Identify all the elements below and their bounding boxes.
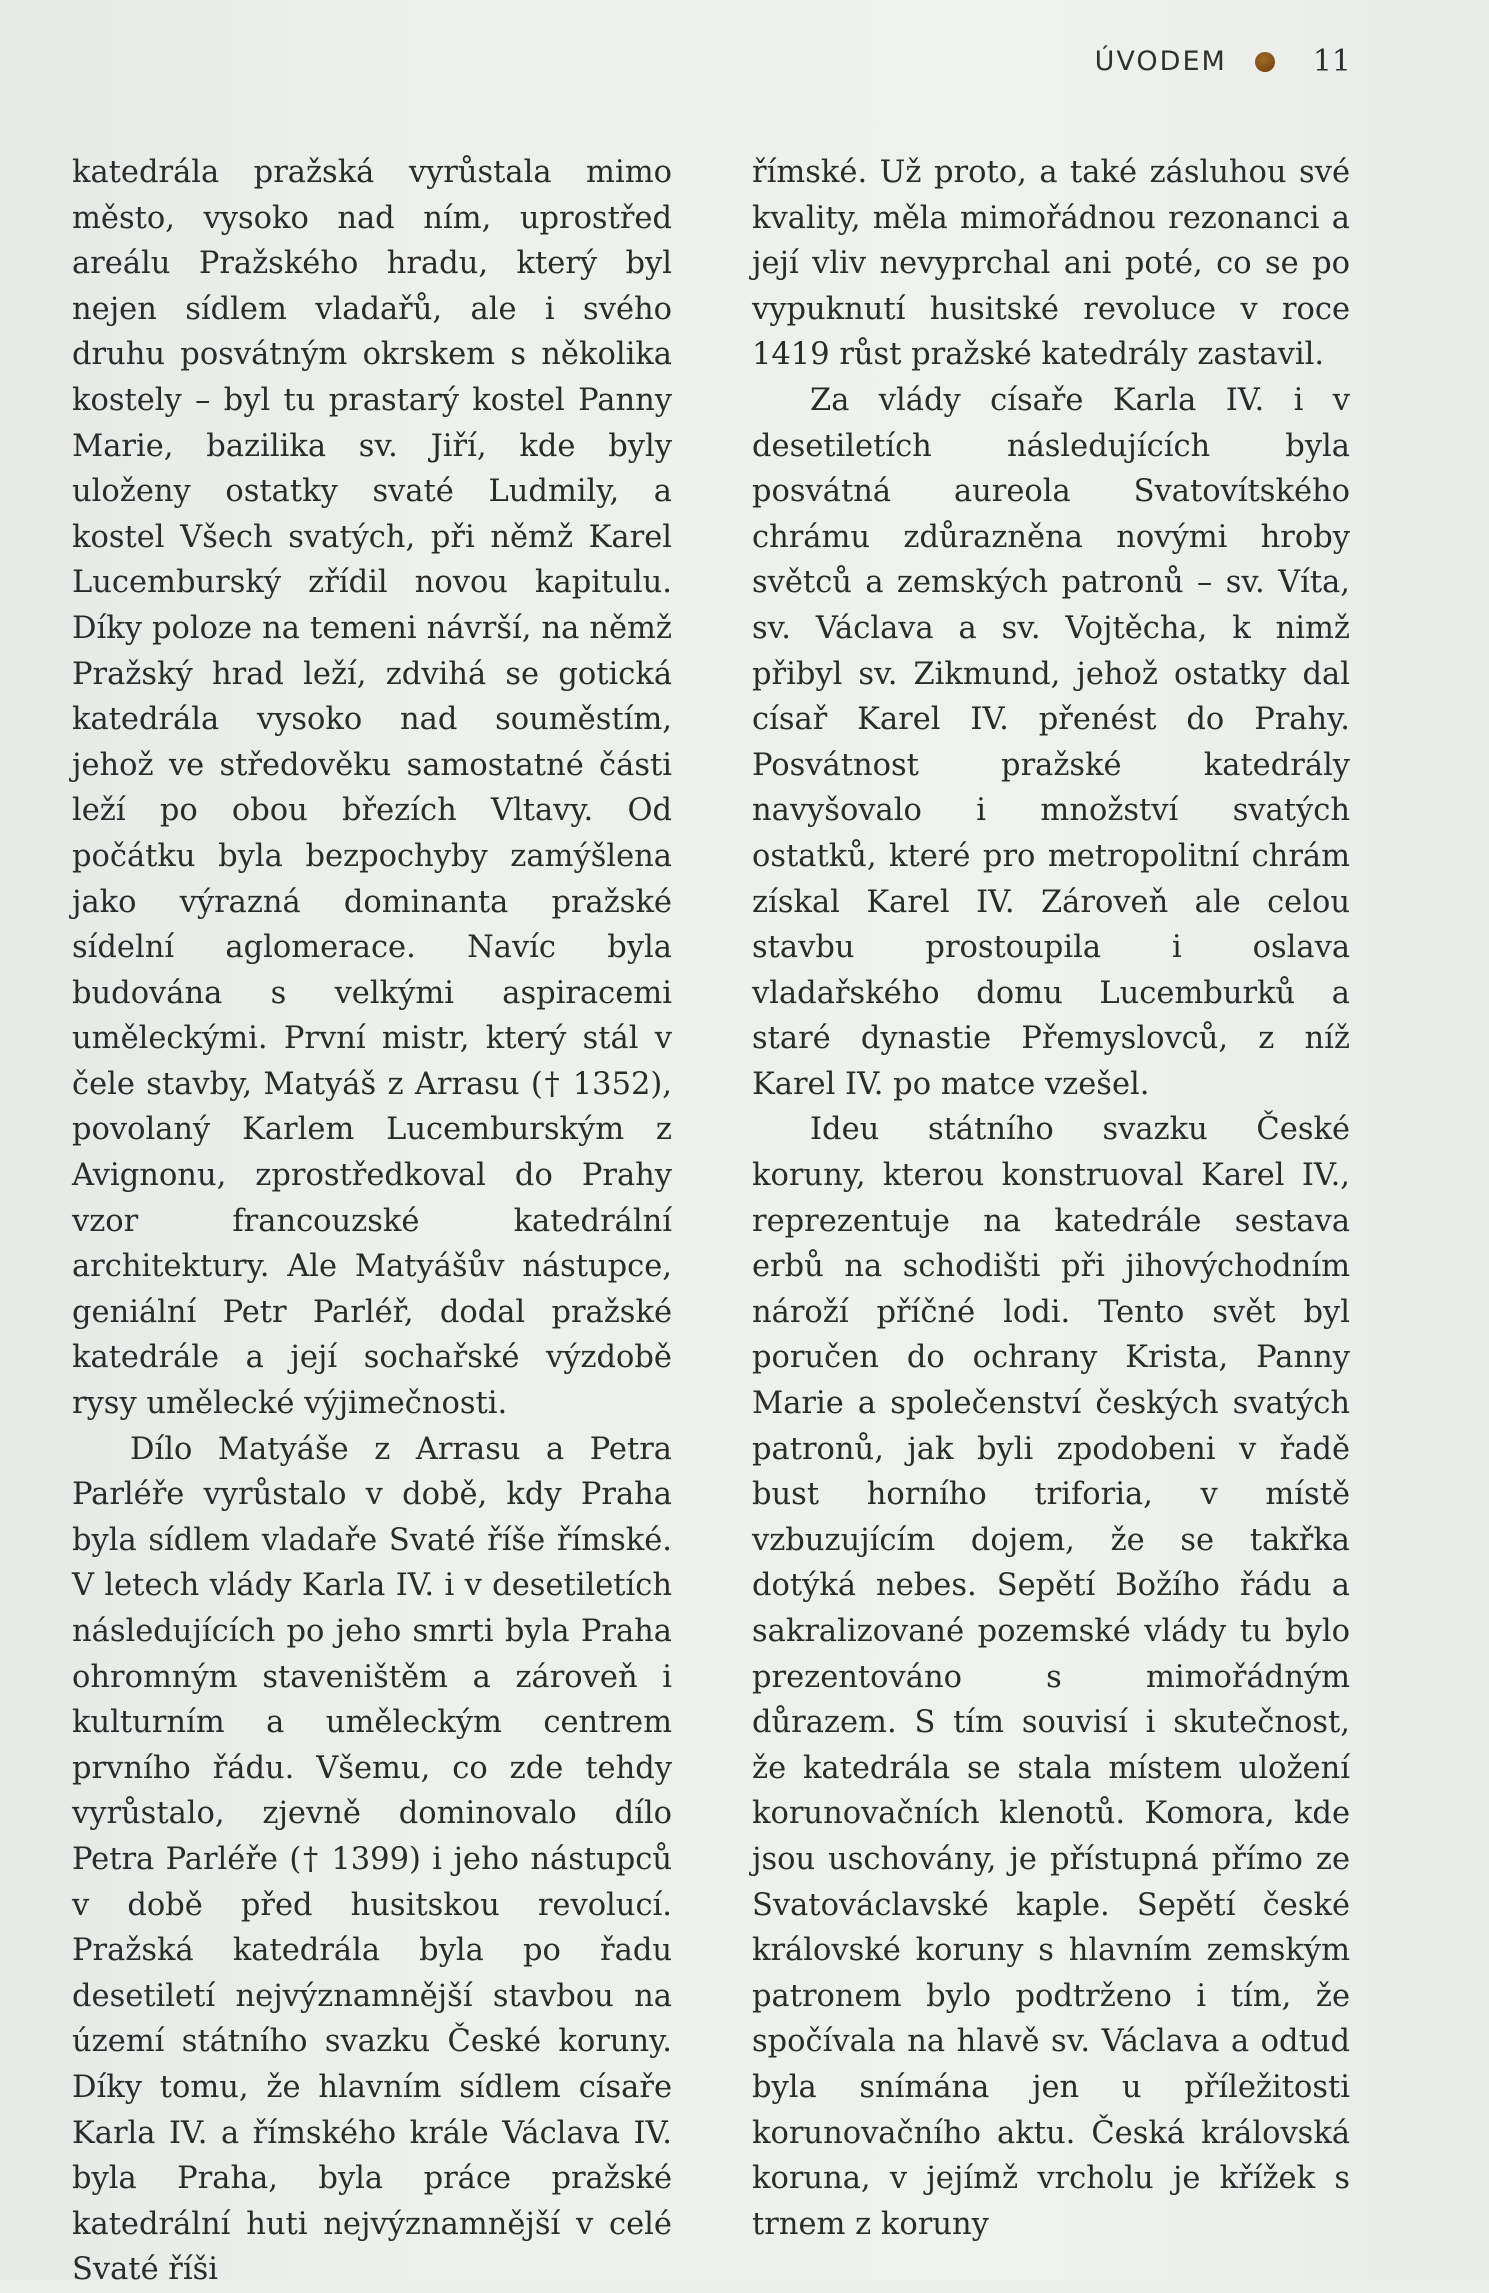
- paragraph: Ideu státního svazku České koruny, kterou konstruoval Karel IV., reprezentuje na katedrále sestava erbů na schodišti při jihovýchodním nároží příčné lodi. Tento svět byl poručen do ochrany Krista, Panny Marie a společenství českých svatých patronů, jak byli zpodobeni v řadě bust horního triforia, v místě vzbuzujícím dojem, že se takřka dotýká nebes. Sepětí Božího řádu a sakralizované pozemské vlády tu bylo prezentováno s mimořádným důrazem. S tím souvisí i skutečnost, že katedrála se stala místem uložení korunovačních klenotů. Komora, kde jsou uschovány, je přístupná přímo ze Svatováclavské kaple. Sepětí české královské koruny s hlavním zemským patronem bylo podtrženo i tím, že spočívala na hlavě sv. Václava a odtud byla snímána jen u příležitosti korunovačního aktu. Česká královská koruna, v jejímž vrcholu je křížek s trnem z koruny: [752, 1112, 1350, 2242]
- right-text-column: [752, 150, 1350, 2247]
- left-text-column: [72, 150, 672, 2293]
- page-number: 11: [1312, 44, 1351, 79]
- paragraph: Za vlády císaře Karla IV. i v desetiletích následujících byla posvátná aureola Svatovítského chrámu zdůrazněna novými hroby světců a zemských patronů – sv. Víta, sv. Václava a sv. Vojtěcha, k nimž přibyl sv. Zikmund, jehož ostatky dal císař Karel IV. přenést do Prahy. Posvátnost pražské katedrály navyšovalo i množství svatých ostatků, které pro metropolitní chrám získal Karel IV. Zároveň ale celou stavbu prostoupila i oslava vladařského domu Lucemburků a staré dynastie Přemyslovců, z níž Karel IV. po matce vzešel.: [752, 382, 1350, 1102]
- running-head: [1095, 44, 1351, 79]
- paragraph-continued: katedrála pražská vyrůstala mimo město, vysoko nad ním, uprostřed areálu Pražského hradu, který byl nejen sídlem vladařů, ale i svého druhu posvátným okrskem s několika kostely – byl tu prastarý kostel Panny Marie, bazilika sv. Jiří, kde byly uloženy ostatky svaté Ludmily, a kostel Všech svatých, při němž Karel Lucemburský zřídil novou kapitulu. Díky poloze na temeni návrší, na němž Pražský hrad leží, zdvihá se gotická katedrála vysoko nad souměstím, jehož ve středověku samostatné části leží po obou březích Vltavy. Od počátku byla bezpochyby zamýšlena jako výrazná dominanta pražské sídelní aglomerace. Navíc byla budována s velkými aspiracemi uměleckými. První mistr, který stál v čele stavby, Matyáš z Arrasu († 1352), povolaný Karlem Lucemburským z Avignonu, zprostředkoval do Prahy vzor francouzské katedrální architektury. Ale Matyášův nástupce, geniální Petr Parléř, dodal pražské katedrále a její sochařské výzdobě rysy umělecké výjimečnosti.: [72, 155, 672, 1422]
- paragraph: Dílo Matyáše z Arrasu a Petra Parléře vyrůstalo v době, kdy Praha byla sídlem vladaře Svaté říše římské. V letech vlády Karla IV. i v desetiletích následujících po jeho smrti byla Praha ohromným staveništěm a zároveň i kulturním a uměleckým centrem prvního řádu. Všemu, co zde tehdy vyrůstalo, zjevně dominovalo dílo Petra Parléře († 1399) i jeho nástupců v době před husitskou revolucí. Pražská katedrála byla po řadu desetiletí nejvýznamnější stavbou na území státního svazku České koruny. Díky tomu, že hlavním sídlem císaře Karla IV. a římského krále Václava IV. byla Praha, byla práce pražské katedrální huti nejvýznamnější v celé Svaté říši: [72, 1431, 672, 2288]
- paragraph-continued: římské. Už proto, a také zásluhou své kvality, měla mimořádnou rezonanci a její vliv nevyprchal ani poté, co se po vypuknutí husitské revoluce v roce 1419 růst pražské katedrály zastavil.: [752, 155, 1350, 373]
- round-bullet-ornament-icon: [1255, 52, 1275, 72]
- section-title: ÚVODEM: [1094, 46, 1227, 77]
